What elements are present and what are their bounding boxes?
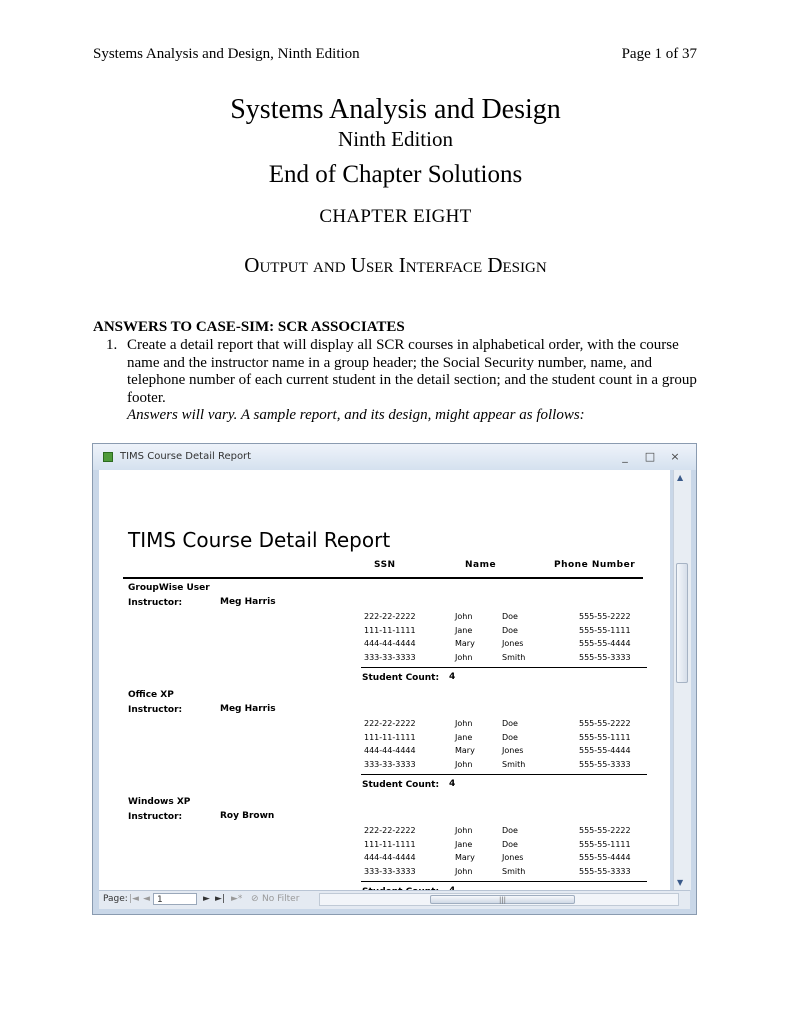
window-titlebar[interactable] <box>93 444 696 470</box>
student-last-name: Doe <box>502 719 518 728</box>
student-phone: 555-55-3333 <box>579 759 631 769</box>
student-last-name: Doe <box>502 612 518 621</box>
student-last-name: Smith <box>502 652 526 662</box>
page-label: Page: <box>103 894 128 904</box>
column-header-phone: Phone Number <box>554 560 636 570</box>
student-last-name: Jones <box>502 746 524 755</box>
scroll-up-icon[interactable]: ▲ <box>677 473 684 482</box>
new-record-icon[interactable]: ►* <box>231 894 243 904</box>
student-phone: 555-55-1111 <box>579 625 631 635</box>
student-first-name: Jane <box>455 625 473 635</box>
course-name: Windows XP <box>128 797 191 807</box>
student-phone: 555-55-3333 <box>579 866 631 876</box>
horizontal-scrollbar[interactable] <box>319 893 679 906</box>
student-first-name: John <box>455 826 473 835</box>
prev-page-icon[interactable]: ◄ <box>143 894 150 904</box>
student-first-name: John <box>455 612 473 621</box>
student-count-value: 4 <box>449 779 456 789</box>
student-phone: 555-55-4444 <box>579 639 631 648</box>
minimize-button[interactable]: _ <box>622 450 628 463</box>
student-first-name: John <box>455 719 473 728</box>
student-first-name: Mary <box>455 746 475 755</box>
column-header-name: Name <box>465 560 497 570</box>
maximize-button[interactable]: □ <box>644 450 656 463</box>
student-phone: 555-55-3333 <box>579 652 631 662</box>
student-first-name: John <box>455 759 473 769</box>
column-header-ssn: SSN <box>374 560 396 570</box>
student-last-name: Doe <box>502 839 518 849</box>
horizontal-scroll-thumb[interactable]: ||| <box>430 895 575 904</box>
student-ssn: 111-11-1111 <box>364 732 416 742</box>
student-ssn: 111-11-1111 <box>364 625 416 635</box>
chapter-title: Output and User Interface Design <box>244 253 547 277</box>
scroll-down-icon[interactable]: ▼ <box>677 878 684 887</box>
course-name: Office XP <box>128 690 174 700</box>
student-last-name: Smith <box>502 759 526 769</box>
student-ssn: 222-22-2222 <box>364 612 416 621</box>
student-first-name: Mary <box>455 853 475 862</box>
page-number-input[interactable]: 1 <box>153 893 197 905</box>
book-title: Systems Analysis and Design <box>230 94 561 125</box>
report-window <box>92 443 697 915</box>
report-title: TIMS Course Detail Report <box>128 528 391 552</box>
item-text: Create a detail report that will display all SCR courses in alphabetical order, with the course name and the instructor name in a group header; the Social Security number, name, and telephone number of each current student in the detail section; and the student count in a group footer. <box>127 337 697 406</box>
report-canvas <box>99 470 670 890</box>
student-phone: 555-55-1111 <box>579 732 631 742</box>
course-name: GroupWise User <box>128 583 210 593</box>
student-last-name: Jones <box>502 853 524 862</box>
close-button[interactable]: × <box>670 450 680 463</box>
edition: Ninth Edition <box>338 127 453 151</box>
student-count-label: Student Count: <box>362 673 440 683</box>
student-count-value: 4 <box>449 672 456 682</box>
answer-text: Answers will vary. A sample report, and its design, might appear as follows: <box>127 407 585 424</box>
student-last-name: Doe <box>502 732 518 742</box>
exercise-item <box>108 337 708 425</box>
group-footer-rule <box>361 774 647 775</box>
student-first-name: Jane <box>455 839 473 849</box>
solutions-title: End of Chapter Solutions <box>268 161 523 188</box>
student-first-name: John <box>455 866 473 876</box>
no-filter-button[interactable]: No Filter <box>262 894 300 904</box>
student-ssn: 333-33-3333 <box>364 866 416 876</box>
window-title: TIMS Course Detail Report <box>120 451 252 462</box>
student-phone: 555-55-4444 <box>579 746 631 755</box>
student-ssn: 444-44-4444 <box>364 639 416 648</box>
student-phone: 555-55-2222 <box>579 826 631 835</box>
instructor-label: Instructor: <box>128 598 183 608</box>
student-last-name: Smith <box>502 866 526 876</box>
running-header-title: Systems Analysis and Design, Ninth Edition <box>93 46 360 62</box>
group-footer-rule <box>361 881 647 882</box>
instructor-name: Meg Harris <box>220 704 276 714</box>
vertical-scroll-thumb[interactable] <box>676 563 688 683</box>
student-last-name: Doe <box>502 826 518 835</box>
instructor-name: Meg Harris <box>220 597 276 607</box>
student-phone: 555-55-4444 <box>579 853 631 862</box>
instructor-label: Instructor: <box>128 705 183 715</box>
record-navigation-bar <box>99 890 690 909</box>
last-page-icon[interactable]: ►| <box>215 894 225 904</box>
student-ssn: 444-44-4444 <box>364 746 416 755</box>
student-phone: 555-55-1111 <box>579 839 631 849</box>
instructor-name: Roy Brown <box>220 811 275 821</box>
item-number: 1. <box>106 337 118 353</box>
student-last-name: Doe <box>502 625 518 635</box>
instructor-label: Instructor: <box>128 812 183 822</box>
student-first-name: John <box>455 652 473 662</box>
vertical-scrollbar[interactable] <box>673 470 691 890</box>
student-phone: 555-55-2222 <box>579 719 631 728</box>
chapter-number: CHAPTER EIGHT <box>319 206 472 227</box>
student-ssn: 111-11-1111 <box>364 839 416 849</box>
student-count-label: Student Count: <box>362 780 440 790</box>
student-ssn: 222-22-2222 <box>364 826 416 835</box>
first-page-icon[interactable]: |◄ <box>129 894 139 904</box>
group-footer-rule <box>361 667 647 668</box>
student-first-name: Mary <box>455 639 475 648</box>
filter-icon: ⊘ <box>251 894 259 904</box>
header-rule <box>123 577 643 579</box>
next-page-icon[interactable]: ► <box>203 894 210 904</box>
running-header-page: Page 1 of 37 <box>621 46 697 62</box>
student-first-name: Jane <box>455 732 473 742</box>
student-phone: 555-55-2222 <box>579 612 631 621</box>
student-ssn: 444-44-4444 <box>364 853 416 862</box>
section-heading: ANSWERS TO CASE-SIM: SCR ASSOCIATES <box>93 319 405 335</box>
student-ssn: 222-22-2222 <box>364 719 416 728</box>
student-ssn: 333-33-3333 <box>364 759 416 769</box>
student-ssn: 333-33-3333 <box>364 652 416 662</box>
student-last-name: Jones <box>502 639 524 648</box>
access-report-icon <box>103 452 113 462</box>
